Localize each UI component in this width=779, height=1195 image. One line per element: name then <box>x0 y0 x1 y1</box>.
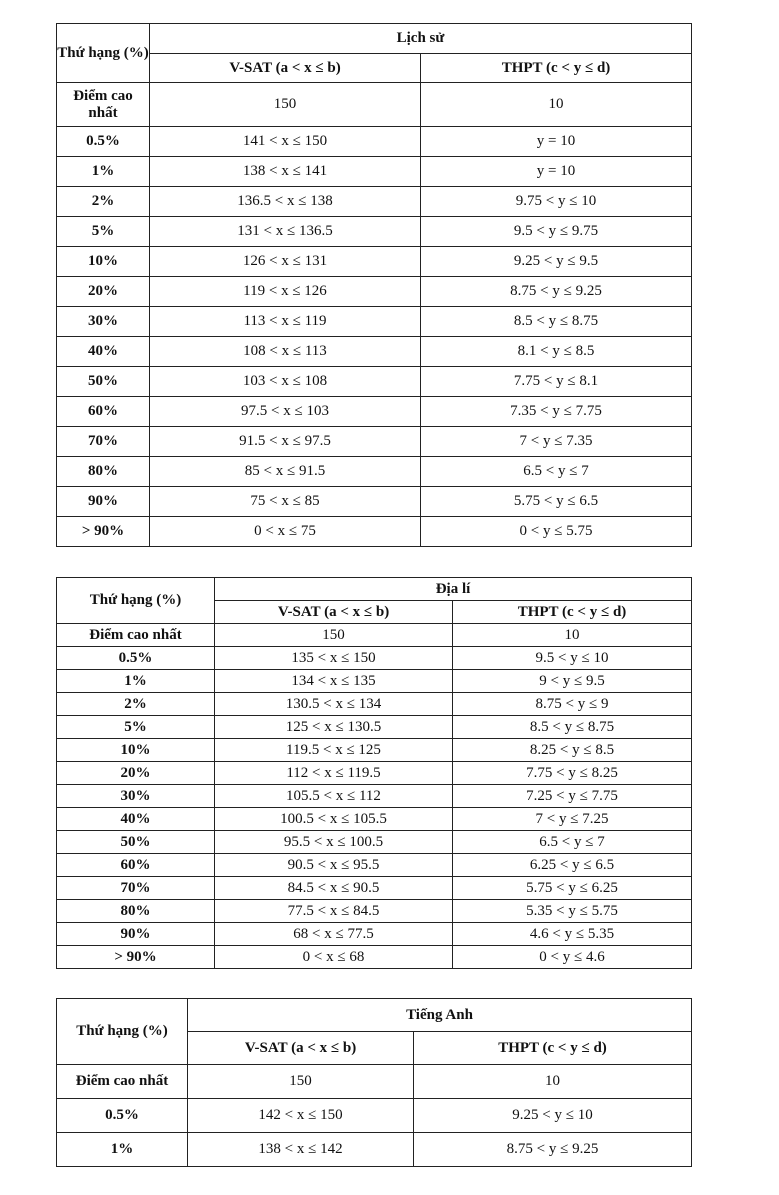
thpt-cell: 6.5 < y ≤ 7 <box>453 831 692 854</box>
thpt-cell: 9.25 < y ≤ 9.5 <box>421 247 692 277</box>
subject-header: Tiếng Anh <box>188 999 692 1032</box>
english-table <box>56 998 692 1167</box>
thpt-cell: 5.75 < y ≤ 6.5 <box>421 487 692 517</box>
vsat-header: V-SAT (a < x ≤ b) <box>215 601 453 624</box>
rank-cell: 30% <box>57 785 215 808</box>
thpt-cell: 8.75 < y ≤ 9.25 <box>421 277 692 307</box>
vsat-cell: 113 < x ≤ 119 <box>150 307 421 337</box>
subject-header: Địa lí <box>215 578 692 601</box>
rank-cell: 60% <box>57 397 150 427</box>
thpt-cell: 10 <box>453 624 692 647</box>
rank-cell: 50% <box>57 831 215 854</box>
thpt-cell: 5.35 < y ≤ 5.75 <box>453 900 692 923</box>
table-row <box>57 900 692 923</box>
thpt-cell: 7.25 < y ≤ 7.75 <box>453 785 692 808</box>
vsat-header: V-SAT (a < x ≤ b) <box>150 54 421 83</box>
vsat-header: V-SAT (a < x ≤ b) <box>188 1032 414 1065</box>
table-row <box>57 427 692 457</box>
thpt-cell: 7.35 < y ≤ 7.75 <box>421 397 692 427</box>
thpt-cell: 6.5 < y ≤ 7 <box>421 457 692 487</box>
thpt-cell: 7 < y ≤ 7.35 <box>421 427 692 457</box>
thpt-cell: 0 < y ≤ 4.6 <box>453 946 692 969</box>
rank-cell: Điểm cao nhất <box>57 1065 188 1099</box>
thpt-cell: 5.75 < y ≤ 6.25 <box>453 877 692 900</box>
vsat-cell: 77.5 < x ≤ 84.5 <box>215 900 453 923</box>
table-row <box>57 624 692 647</box>
table-row <box>57 923 692 946</box>
table-row <box>57 397 692 427</box>
thpt-cell: 8.75 < y ≤ 9 <box>453 693 692 716</box>
vsat-cell: 105.5 < x ≤ 112 <box>215 785 453 808</box>
vsat-cell: 135 < x ≤ 150 <box>215 647 453 670</box>
vsat-cell: 136.5 < x ≤ 138 <box>150 187 421 217</box>
thpt-cell: y = 10 <box>421 157 692 187</box>
vsat-cell: 0 < x ≤ 68 <box>215 946 453 969</box>
rank-cell: 70% <box>57 427 150 457</box>
table-row <box>57 693 692 716</box>
vsat-cell: 91.5 < x ≤ 97.5 <box>150 427 421 457</box>
thpt-header: THPT (c < y ≤ d) <box>414 1032 692 1065</box>
table-row <box>57 808 692 831</box>
vsat-cell: 150 <box>150 83 421 127</box>
rank-cell: 80% <box>57 900 215 923</box>
rank-header: Thứ hạng (%) <box>57 24 150 83</box>
rank-cell: 40% <box>57 337 150 367</box>
table-row <box>57 739 692 762</box>
table-row <box>57 83 692 127</box>
thpt-cell: 8.5 < y ≤ 8.75 <box>421 307 692 337</box>
table-row <box>57 785 692 808</box>
vsat-cell: 150 <box>215 624 453 647</box>
rank-cell: 70% <box>57 877 215 900</box>
thpt-cell: 7.75 < y ≤ 8.1 <box>421 367 692 397</box>
thpt-cell: 9.25 < y ≤ 10 <box>414 1099 692 1133</box>
rank-cell: > 90% <box>57 946 215 969</box>
rank-cell: 5% <box>57 716 215 739</box>
thpt-cell: 9.5 < y ≤ 9.75 <box>421 217 692 247</box>
rank-cell: 1% <box>57 670 215 693</box>
vsat-cell: 0 < x ≤ 75 <box>150 517 421 547</box>
rank-cell: 5% <box>57 217 150 247</box>
table-row <box>57 1065 692 1099</box>
rank-cell: 10% <box>57 739 215 762</box>
rank-cell: 2% <box>57 187 150 217</box>
table-row <box>57 670 692 693</box>
thpt-cell: 6.25 < y ≤ 6.5 <box>453 854 692 877</box>
thpt-cell: 9.5 < y ≤ 10 <box>453 647 692 670</box>
table-row <box>57 716 692 739</box>
vsat-cell: 119 < x ≤ 126 <box>150 277 421 307</box>
table-row <box>57 247 692 277</box>
table-row <box>57 277 692 307</box>
vsat-cell: 100.5 < x ≤ 105.5 <box>215 808 453 831</box>
rank-cell: 20% <box>57 277 150 307</box>
rank-cell: 10% <box>57 247 150 277</box>
vsat-cell: 138 < x ≤ 141 <box>150 157 421 187</box>
rank-cell: 20% <box>57 762 215 785</box>
thpt-cell: 8.1 < y ≤ 8.5 <box>421 337 692 367</box>
table-row <box>57 854 692 877</box>
vsat-cell: 141 < x ≤ 150 <box>150 127 421 157</box>
thpt-cell: 10 <box>421 83 692 127</box>
thpt-cell: 10 <box>414 1065 692 1099</box>
thpt-cell: y = 10 <box>421 127 692 157</box>
table-row <box>57 457 692 487</box>
vsat-cell: 150 <box>188 1065 414 1099</box>
rank-cell: > 90% <box>57 517 150 547</box>
vsat-cell: 68 < x ≤ 77.5 <box>215 923 453 946</box>
thpt-cell: 9 < y ≤ 9.5 <box>453 670 692 693</box>
table-row <box>57 647 692 670</box>
geography-table <box>56 577 692 969</box>
rank-cell: 40% <box>57 808 215 831</box>
table-row <box>57 1133 692 1167</box>
rank-header: Thứ hạng (%) <box>57 999 188 1065</box>
vsat-cell: 75 < x ≤ 85 <box>150 487 421 517</box>
rank-cell: 0.5% <box>57 1099 188 1133</box>
rank-cell: 1% <box>57 157 150 187</box>
rank-cell: 90% <box>57 923 215 946</box>
vsat-cell: 138 < x ≤ 142 <box>188 1133 414 1167</box>
vsat-cell: 95.5 < x ≤ 100.5 <box>215 831 453 854</box>
vsat-cell: 85 < x ≤ 91.5 <box>150 457 421 487</box>
rank-cell: 30% <box>57 307 150 337</box>
rank-cell: Điểm cao nhất <box>57 624 215 647</box>
vsat-cell: 119.5 < x ≤ 125 <box>215 739 453 762</box>
vsat-cell: 131 < x ≤ 136.5 <box>150 217 421 247</box>
rank-cell: 1% <box>57 1133 188 1167</box>
table-row <box>57 307 692 337</box>
vsat-cell: 142 < x ≤ 150 <box>188 1099 414 1133</box>
table-row <box>57 1099 692 1133</box>
table-row <box>57 217 692 247</box>
rank-cell: 80% <box>57 457 150 487</box>
history-table <box>56 23 692 547</box>
table-row <box>57 762 692 785</box>
rank-cell: 2% <box>57 693 215 716</box>
rank-cell: Điểm cao nhất <box>57 83 150 127</box>
vsat-cell: 130.5 < x ≤ 134 <box>215 693 453 716</box>
rank-cell: 50% <box>57 367 150 397</box>
table-row <box>57 187 692 217</box>
vsat-cell: 134 < x ≤ 135 <box>215 670 453 693</box>
thpt-header: THPT (c < y ≤ d) <box>453 601 692 624</box>
subject-header: Lịch sử <box>150 24 692 54</box>
table-row <box>57 487 692 517</box>
table-row <box>57 517 692 547</box>
table-row <box>57 946 692 969</box>
thpt-cell: 7.75 < y ≤ 8.25 <box>453 762 692 785</box>
thpt-header: THPT (c < y ≤ d) <box>421 54 692 83</box>
vsat-cell: 112 < x ≤ 119.5 <box>215 762 453 785</box>
thpt-cell: 8.75 < y ≤ 9.25 <box>414 1133 692 1167</box>
thpt-cell: 4.6 < y ≤ 5.35 <box>453 923 692 946</box>
rank-cell: 0.5% <box>57 647 215 670</box>
rank-cell: 0.5% <box>57 127 150 157</box>
table-row <box>57 337 692 367</box>
thpt-cell: 7 < y ≤ 7.25 <box>453 808 692 831</box>
rank-cell: 90% <box>57 487 150 517</box>
table-row <box>57 367 692 397</box>
vsat-cell: 108 < x ≤ 113 <box>150 337 421 367</box>
thpt-cell: 0 < y ≤ 5.75 <box>421 517 692 547</box>
vsat-cell: 125 < x ≤ 130.5 <box>215 716 453 739</box>
rank-header: Thứ hạng (%) <box>57 578 215 624</box>
vsat-cell: 84.5 < x ≤ 90.5 <box>215 877 453 900</box>
vsat-cell: 90.5 < x ≤ 95.5 <box>215 854 453 877</box>
table-row <box>57 831 692 854</box>
table-row <box>57 877 692 900</box>
thpt-cell: 9.75 < y ≤ 10 <box>421 187 692 217</box>
thpt-cell: 8.5 < y ≤ 8.75 <box>453 716 692 739</box>
table-row <box>57 157 692 187</box>
vsat-cell: 97.5 < x ≤ 103 <box>150 397 421 427</box>
vsat-cell: 126 < x ≤ 131 <box>150 247 421 277</box>
thpt-cell: 8.25 < y ≤ 8.5 <box>453 739 692 762</box>
table-row <box>57 127 692 157</box>
rank-cell: 60% <box>57 854 215 877</box>
vsat-cell: 103 < x ≤ 108 <box>150 367 421 397</box>
